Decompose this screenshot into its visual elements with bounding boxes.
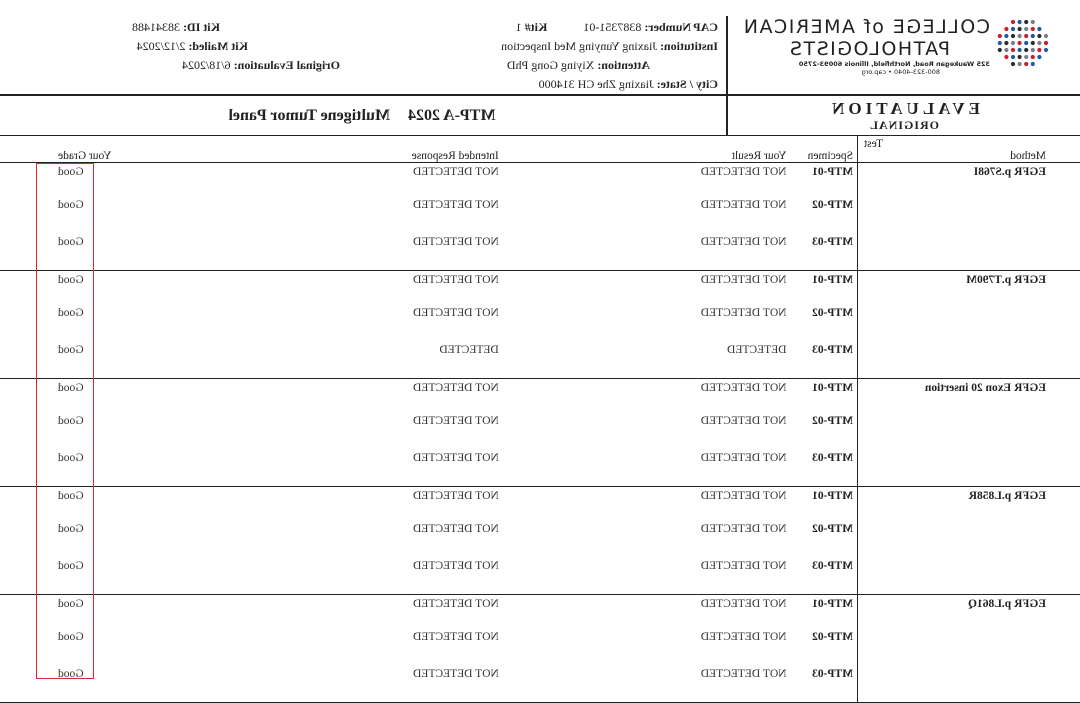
header-your-grade: Your Grade (0, 136, 214, 163)
logo-dot (1031, 27, 1035, 31)
intended-response-cell: NOT DETECTED (214, 665, 511, 703)
your-result-cell: NOT DETECTED (700, 199, 787, 211)
kit-mailed-value: 2/12/2024 (136, 39, 186, 53)
original-eval-line (132, 56, 340, 75)
logo-dot (1024, 20, 1028, 24)
your-grade-cell: Good (58, 274, 84, 286)
panel-code: MTP-A 2024 (407, 107, 496, 124)
header-intended-response: Intended Response (214, 136, 511, 163)
table-row (0, 233, 1080, 271)
attention-line (501, 56, 718, 75)
logo-dot (1037, 34, 1041, 38)
logo-dot (1004, 41, 1008, 45)
table-row (0, 379, 1080, 413)
specimen-cell: MTP-02 (812, 415, 853, 427)
table-row (0, 628, 1080, 665)
logo-dot (1011, 55, 1015, 59)
institution-line (501, 37, 718, 56)
intended-response-cell: NOT DETECTED (413, 631, 499, 643)
logo-dot (1011, 20, 1015, 24)
your-result-cell: NOT DETECTED (700, 523, 787, 535)
header-specimen: Specimen (799, 136, 858, 163)
logo-dot (1018, 34, 1022, 38)
logo-dot (1024, 41, 1028, 45)
test-name-cell (857, 341, 1080, 379)
intended-response-cell: NOT DETECTED (413, 199, 499, 211)
logo-dot (1024, 55, 1028, 59)
grade-column-highlight (36, 163, 94, 679)
cap-logo-dots-icon (996, 18, 1050, 68)
cap-info-block (501, 18, 718, 94)
your-grade-cell: Good (58, 490, 84, 502)
table-row (0, 163, 1080, 197)
logo-dot (1044, 41, 1048, 45)
logo-dot (1018, 55, 1022, 59)
your-grade-cell: Good (58, 166, 84, 178)
evaluation-subtitle: ORIGINAL (869, 118, 940, 132)
specimen-cell: MTP-03 (799, 341, 858, 379)
logo-line-2: PATHOLOGISTS (788, 38, 950, 60)
test-name-cell (857, 196, 1080, 233)
original-eval-label: Original Evaluation: (233, 58, 340, 72)
logo-dot (1004, 34, 1008, 38)
panel-name: Multigene Tumor Panel (228, 107, 390, 124)
institution-label: Institution: (659, 39, 718, 53)
table-row (0, 665, 1080, 703)
logo-dot (998, 48, 1002, 52)
logo-dot (1011, 41, 1015, 45)
intended-response-cell: NOT DETECTED (413, 490, 499, 502)
cap-logo (742, 16, 1050, 86)
your-result-cell: NOT DETECTED (700, 490, 787, 502)
results-table (0, 136, 1080, 703)
your-grade-cell: Good (58, 631, 84, 643)
kit-mailed-line (132, 37, 340, 56)
your-result-cell: NOT DETECTED (700, 166, 787, 178)
your-result-cell: DETECTED (511, 341, 799, 379)
intended-response-cell: DETECTED (214, 341, 511, 379)
logo-dot (1037, 48, 1041, 52)
kit-number-value: 1 (515, 20, 522, 34)
panel-title (0, 107, 724, 125)
header-test-method (857, 136, 1080, 163)
table-row (0, 595, 1080, 629)
your-grade-cell: Good (0, 665, 214, 703)
table-row (0, 341, 1080, 379)
logo-dot (1011, 34, 1015, 38)
logo-address: 325 Waukegan Road, Northfield, Illinois 60093-2750 (798, 60, 990, 68)
your-result-cell: NOT DETECTED (700, 274, 787, 286)
city-label: City / State: (656, 77, 718, 91)
specimen-cell: MTP-03 (799, 557, 858, 595)
kit-info-block (132, 18, 340, 75)
your-result-cell: NOT DETECTED (700, 382, 787, 394)
logo-dot (1018, 20, 1022, 24)
your-result-cell: NOT DETECTED (511, 449, 799, 487)
your-grade-cell: Good (0, 341, 214, 379)
specimen-cell: MTP-01 (812, 274, 853, 286)
results-header-row (0, 136, 1080, 163)
logo-dot (1024, 48, 1028, 52)
logo-dot (1044, 34, 1048, 38)
evaluation-divider (726, 96, 728, 136)
header-test: Test (863, 138, 883, 150)
test-name-cell: EGFR p.L858R (857, 487, 1080, 521)
your-grade-cell: Good (58, 382, 84, 394)
your-result-cell: NOT DETECTED (700, 307, 787, 319)
test-name-cell (857, 412, 1080, 449)
logo-dot (1031, 48, 1035, 52)
specimen-cell: MTP-02 (812, 307, 853, 319)
logo-dot (1024, 62, 1028, 66)
your-grade-cell: Good (58, 199, 84, 211)
evaluation-title: EVALUATION (828, 99, 980, 118)
test-name-cell: EGFR Exon 20 insertion (857, 379, 1080, 413)
header-your-result: Your Result (511, 136, 799, 163)
intended-response-cell: NOT DETECTED (214, 557, 511, 595)
specimen-cell: MTP-02 (812, 199, 853, 211)
your-result-cell: NOT DETECTED (511, 557, 799, 595)
intended-response-cell: NOT DETECTED (413, 415, 499, 427)
specimen-cell: MTP-01 (812, 166, 853, 178)
your-result-cell: NOT DETECTED (700, 415, 787, 427)
your-result-cell: NOT DETECTED (511, 665, 799, 703)
logo-dot (1018, 48, 1022, 52)
kit-id-label: Kit ID: (183, 20, 220, 34)
table-row (0, 557, 1080, 595)
logo-dot (1031, 34, 1035, 38)
intended-response-cell: NOT DETECTED (413, 598, 499, 610)
logo-dot (1037, 27, 1041, 31)
test-name-cell (857, 233, 1080, 271)
test-name-cell (857, 628, 1080, 665)
report-header (0, 0, 1080, 96)
specimen-cell: MTP-03 (799, 449, 858, 487)
intended-response-cell: NOT DETECTED (413, 523, 499, 535)
your-grade-cell: Good (0, 233, 214, 271)
specimen-cell: MTP-01 (812, 382, 853, 394)
test-name-cell: EGFR p.S768I (857, 163, 1080, 197)
intended-response-cell: NOT DETECTED (214, 449, 511, 487)
your-result-cell: NOT DETECTED (700, 631, 787, 643)
logo-dot (1011, 27, 1015, 31)
table-row (0, 520, 1080, 557)
your-grade-cell: Good (0, 557, 214, 595)
logo-dot (1037, 55, 1041, 59)
logo-dot (1004, 27, 1008, 31)
intended-response-cell: NOT DETECTED (413, 166, 499, 178)
city-value: Jiaxing Zhe CH 314000 (538, 77, 654, 91)
logo-line-1: COLLEGE of AMERICAN (742, 16, 990, 38)
logo-dot (1024, 34, 1028, 38)
test-name-cell (857, 665, 1080, 703)
your-grade-cell: Good (58, 307, 84, 319)
logo-dot (1011, 48, 1015, 52)
evaluation-box (728, 96, 1080, 136)
header-divider (726, 16, 728, 94)
table-row (0, 271, 1080, 305)
city-line (501, 75, 718, 94)
specimen-cell: MTP-02 (812, 523, 853, 535)
intended-response-cell: NOT DETECTED (413, 307, 499, 319)
intended-response-cell: NOT DETECTED (413, 382, 499, 394)
logo-dot (1024, 27, 1028, 31)
cap-number-line (501, 18, 718, 37)
logo-dot (1004, 48, 1008, 52)
attention-label: Attention: (597, 58, 650, 72)
table-row (0, 304, 1080, 341)
your-grade-cell: Good (58, 598, 84, 610)
test-name-cell (857, 449, 1080, 487)
original-eval-value: 6/18/2024 (181, 58, 231, 72)
test-name-cell: EGFR p.T790M (857, 271, 1080, 305)
cap-logo-text (742, 16, 990, 76)
intended-response-cell: NOT DETECTED (214, 233, 511, 271)
kit-mailed-label: Kit Mailed: (188, 39, 248, 53)
logo-dot (1011, 62, 1015, 66)
logo-dot (1037, 41, 1041, 45)
kit-id-line (132, 18, 340, 37)
your-result-cell: NOT DETECTED (700, 598, 787, 610)
test-name-cell (857, 520, 1080, 557)
logo-dot (1004, 55, 1008, 59)
intended-response-cell: NOT DETECTED (413, 274, 499, 286)
specimen-cell: MTP-01 (812, 490, 853, 502)
logo-dot (1031, 41, 1035, 45)
logo-dot (1018, 27, 1022, 31)
header-method: Method (1010, 150, 1046, 162)
your-result-cell: NOT DETECTED (511, 233, 799, 271)
your-grade-cell: Good (58, 523, 84, 535)
cap-number-value: 8387351-01 (583, 20, 642, 34)
logo-dot (1031, 55, 1035, 59)
specimen-cell: MTP-02 (812, 631, 853, 643)
attention-value: Xiying Gong PhD (506, 58, 595, 72)
institution-value: Jiaxing Yunying Med Inspection (501, 39, 657, 53)
table-row (0, 449, 1080, 487)
logo-dot (998, 34, 1002, 38)
table-row (0, 487, 1080, 521)
table-row (0, 196, 1080, 233)
logo-dot (1031, 20, 1035, 24)
logo-dot (998, 41, 1002, 45)
logo-dot (1018, 62, 1022, 66)
specimen-cell: MTP-01 (812, 598, 853, 610)
kit-id-value: 38341488 (132, 20, 180, 34)
kit-number-label: Kit# (524, 20, 548, 34)
test-name-cell (857, 304, 1080, 341)
specimen-cell: MTP-03 (799, 233, 858, 271)
your-grade-cell: Good (0, 449, 214, 487)
your-grade-cell: Good (58, 415, 84, 427)
logo-contact: 800-323-4040 • cap.org (861, 68, 940, 76)
test-name-cell (857, 557, 1080, 595)
logo-dot (1031, 62, 1035, 66)
logo-dot (1044, 48, 1048, 52)
cap-number-label: CAP Number: (644, 20, 718, 34)
logo-dot (1018, 41, 1022, 45)
specimen-cell: MTP-03 (799, 665, 858, 703)
test-name-cell: EGFR p.L861Q (857, 595, 1080, 629)
table-row (0, 412, 1080, 449)
